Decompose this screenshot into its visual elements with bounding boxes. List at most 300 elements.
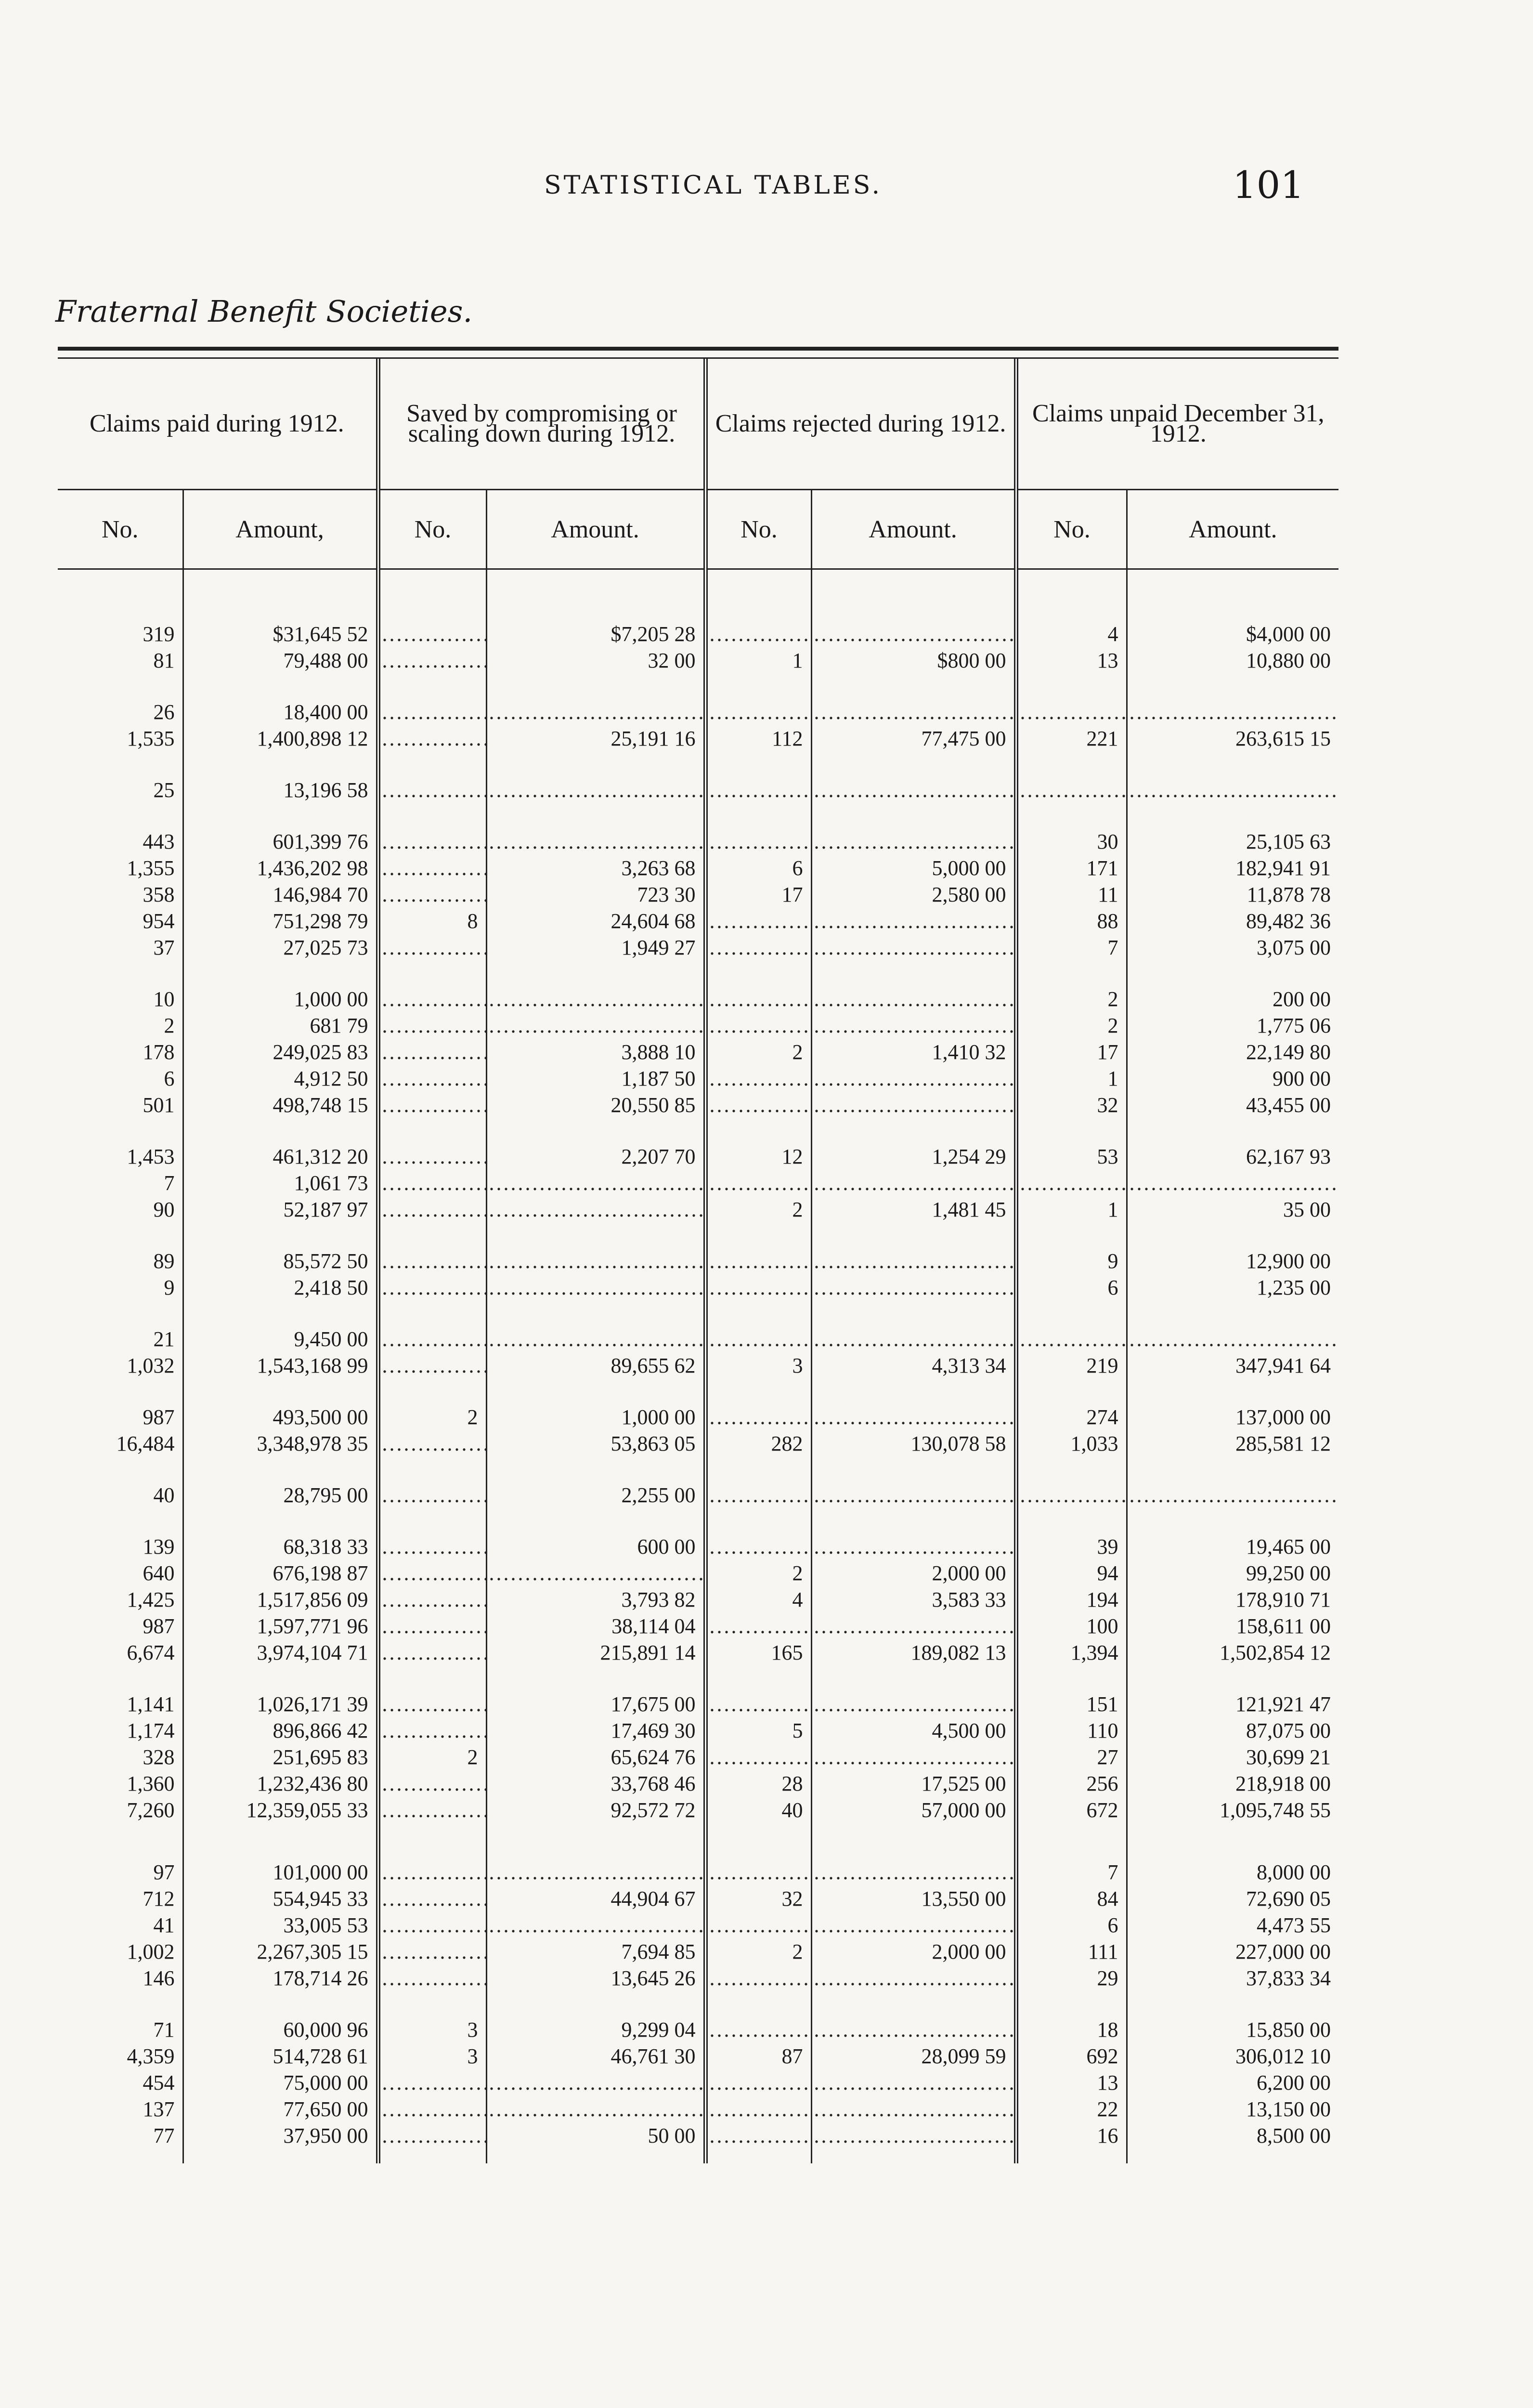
cell-number: 3: [705, 1352, 811, 1379]
table-row: [58, 1717, 1338, 1744]
cell-amount: [1127, 1170, 1338, 1196]
cell-number: 987: [143, 1405, 175, 1429]
spacer-cell: [486, 961, 705, 986]
spacer-cell: [183, 1666, 378, 1691]
cell-amount: 7,694 85: [486, 1938, 705, 1965]
table-row: [58, 647, 1338, 674]
cell-number: 21: [153, 1327, 175, 1351]
cell-amount: [811, 2096, 1016, 2122]
cell-amount: 4,473 55: [1127, 1912, 1338, 1938]
spacer-cell: [486, 1991, 705, 2016]
cell-amount: [811, 828, 1016, 855]
cell-amount: 896,866 42: [183, 1717, 378, 1744]
cell-number: [1016, 777, 1127, 803]
cell-number: [378, 647, 486, 674]
cell-number: [705, 1744, 811, 1770]
cell-number: 6: [1016, 1912, 1127, 1938]
cell-number: 9: [164, 1276, 175, 1299]
cell-amount: 263,615 15: [1127, 725, 1338, 752]
cell-amount: [811, 1326, 1016, 1352]
cell-amount: 18,400 00: [183, 699, 378, 725]
cell-number: 2: [1016, 986, 1127, 1012]
cell-amount: 285,581 12: [1127, 1430, 1338, 1457]
cell-number: [378, 934, 486, 961]
cell-amount: 9,450 00: [183, 1326, 378, 1352]
cell-number: 11: [1016, 881, 1127, 908]
table-row: [58, 1613, 1338, 1639]
cell-amount: 5,000 00: [811, 855, 1016, 881]
cell-number: 2: [1016, 1012, 1127, 1039]
cell-number: [378, 1352, 486, 1379]
cell-amount: 347,941 64: [1127, 1352, 1338, 1379]
spacer-cell: [183, 752, 378, 777]
table-row: [58, 986, 1338, 1012]
cell-number: [705, 1613, 811, 1639]
cell-number: 7: [1016, 934, 1127, 961]
cell-amount: 13,196 58: [183, 777, 378, 803]
cell-amount: 77,650 00: [183, 2096, 378, 2122]
cell-number: 454: [143, 2071, 175, 2094]
cell-amount: [1127, 699, 1338, 725]
table-row: [58, 1912, 1338, 1938]
cell-amount: [486, 1196, 705, 1223]
cell-number: [705, 1274, 811, 1301]
cell-number: [378, 1092, 486, 1118]
cell-number: 1,535: [127, 727, 175, 750]
cell-number: 7: [164, 1171, 175, 1195]
cell-amount: 89,482 36: [1127, 908, 1338, 934]
cell-number: 7: [1016, 1859, 1127, 1885]
spacer-cell: [486, 752, 705, 777]
table-row: [58, 1965, 1338, 1991]
cell-number: 81: [153, 649, 175, 672]
spacer-cell: [183, 674, 378, 699]
cell-amount: 87,075 00: [1127, 1717, 1338, 1744]
cell-number: 1: [1016, 1065, 1127, 1092]
cell-amount: 306,012 10: [1127, 2043, 1338, 2069]
cell-amount: $800 00: [811, 647, 1016, 674]
row-spacer: [58, 961, 1338, 986]
spacer-cell: [811, 1223, 1016, 1248]
cell-amount: 17,469 30: [486, 1717, 705, 1744]
cell-number: [378, 1586, 486, 1613]
cell-amount: 38,114 04: [486, 1613, 705, 1639]
cell-amount: [486, 1326, 705, 1352]
spacer-cell: [1127, 1508, 1338, 1533]
table-row: [58, 1482, 1338, 1508]
spacer-cell: [58, 674, 183, 699]
spacer-cell: [1016, 1457, 1127, 1482]
cell-amount: 72,690 05: [1127, 1885, 1338, 1912]
cell-amount: 1,410 32: [811, 1039, 1016, 1065]
cell-amount: 65,624 76: [486, 1744, 705, 1770]
cell-amount: 2,000 00: [811, 1938, 1016, 1965]
cell-number: 151: [1016, 1691, 1127, 1717]
cell-amount: 10,880 00: [1127, 647, 1338, 674]
spacer-cell: [58, 752, 183, 777]
cell-number: 712: [143, 1887, 175, 1911]
cell-number: [378, 1248, 486, 1274]
spacer-cell: [1016, 1666, 1127, 1691]
cell-number: 274: [1016, 1404, 1127, 1430]
cell-number: [378, 1012, 486, 1039]
spacer-cell: [1127, 1666, 1338, 1691]
cell-amount: 52,187 97: [183, 1196, 378, 1223]
cell-amount: 3,974,104 71: [183, 1639, 378, 1666]
spacer-cell: [1016, 961, 1127, 986]
cell-number: [378, 1912, 486, 1938]
cell-number: [705, 2122, 811, 2149]
cell-amount: [811, 777, 1016, 803]
table-row: [58, 1744, 1338, 1770]
cell-amount: 28,099 59: [811, 2043, 1016, 2069]
cell-amount: 37,833 34: [1127, 1965, 1338, 1991]
spacer-cell: [1016, 1508, 1127, 1533]
cell-number: [378, 855, 486, 881]
spacer-cell: [183, 1457, 378, 1482]
spacer-cell: [811, 1379, 1016, 1404]
cell-number: [378, 881, 486, 908]
cell-number: 53: [1016, 1143, 1127, 1170]
cell-amount: 146,984 70: [183, 881, 378, 908]
cell-number: [378, 1274, 486, 1301]
cell-number: 146: [143, 1966, 175, 1990]
spacer-cell: [705, 1991, 811, 2016]
spacer-cell: [1016, 1823, 1127, 1859]
group-saved-by-compromising: Saved by compromising or scaling down during 1912.: [378, 359, 705, 490]
cell-amount: 723 30: [486, 881, 705, 908]
cell-number: 30: [1016, 828, 1127, 855]
cell-number: [378, 1885, 486, 1912]
cell-number: [378, 1143, 486, 1170]
table-row: [58, 855, 1338, 881]
spacer-cell: [1127, 1457, 1338, 1482]
cell-amount: [486, 2069, 705, 2096]
spacer-cell: [486, 1457, 705, 1482]
table-row: [58, 2122, 1338, 2149]
cell-number: 501: [143, 1093, 175, 1117]
cell-number: [705, 908, 811, 934]
cell-amount: $4,000 00: [1127, 621, 1338, 647]
spacer-cell: [811, 1118, 1016, 1143]
cell-number: 28: [705, 1770, 811, 1797]
cell-amount: [811, 1092, 1016, 1118]
spacer-cell: [183, 1379, 378, 1404]
cell-amount: 681 79: [183, 1012, 378, 1039]
cell-number: [705, 986, 811, 1012]
cell-number: [705, 621, 811, 647]
group-claims-rejected: Claims rejected during 1912.: [705, 359, 1016, 490]
table-row: [58, 828, 1338, 855]
table-row: [58, 1170, 1338, 1196]
spacer-cell: [1127, 1223, 1338, 1248]
table-row: [58, 1885, 1338, 1912]
table-row: [58, 1639, 1338, 1666]
cell-number: [378, 725, 486, 752]
cell-number: 1: [1016, 1196, 1127, 1223]
cell-amount: 13,550 00: [811, 1885, 1016, 1912]
spacer-cell: [183, 1508, 378, 1533]
cell-number: 94: [1016, 1560, 1127, 1586]
spacer-cell: [378, 1991, 486, 2016]
cell-number: [705, 777, 811, 803]
table-row: [58, 1586, 1338, 1613]
cell-amount: [811, 621, 1016, 647]
cell-amount: 2,267,305 15: [183, 1938, 378, 1965]
spacer-cell: [1127, 1301, 1338, 1326]
cell-number: 39: [1016, 1533, 1127, 1560]
spacer-cell: [486, 1223, 705, 1248]
table-row: [58, 1039, 1338, 1065]
row-spacer: [58, 803, 1338, 828]
spacer-cell: [378, 674, 486, 699]
cell-number: [705, 2069, 811, 2096]
cell-number: 987: [143, 1614, 175, 1638]
spacer-cell: [486, 1823, 705, 1859]
claims-table-container: [58, 347, 1338, 2163]
cell-amount: 9,299 04: [486, 2016, 705, 2043]
cell-amount: 751,298 79: [183, 908, 378, 934]
cell-amount: 3,348,978 35: [183, 1430, 378, 1457]
spacer-cell: [183, 1991, 378, 2016]
table-row: [58, 934, 1338, 961]
spacer-cell: [58, 1508, 183, 1533]
table-row: [58, 1352, 1338, 1379]
cell-number: [378, 2069, 486, 2096]
cell-amount: 121,921 47: [1127, 1691, 1338, 1717]
cell-number: [378, 1039, 486, 1065]
cell-number: 3: [378, 2043, 486, 2069]
spacer-cell: [486, 2149, 705, 2163]
subhead-amount: Amount.: [1127, 490, 1338, 569]
cell-amount: 2,418 50: [183, 1274, 378, 1301]
row-spacer: [58, 1823, 1338, 1859]
cell-number: [378, 1797, 486, 1823]
page-subtitle: Fraternal Benefit Societies.: [55, 294, 473, 329]
table-row: [58, 881, 1338, 908]
cell-amount: 24,604 68: [486, 908, 705, 934]
cell-number: [378, 828, 486, 855]
table-row: [58, 1430, 1338, 1457]
cell-amount: [811, 699, 1016, 725]
cell-amount: 1,026,171 39: [183, 1691, 378, 1717]
spacer-cell: [378, 803, 486, 828]
cell-number: 5: [705, 1717, 811, 1744]
cell-amount: [811, 1065, 1016, 1092]
cell-number: 2: [164, 1014, 175, 1037]
spacer-cell: [1016, 1118, 1127, 1143]
table-row: [58, 2096, 1338, 2122]
cell-amount: [486, 699, 705, 725]
cell-number: 2: [705, 1560, 811, 1586]
subhead-amount: Amount,: [183, 490, 378, 569]
cell-amount: 25,191 16: [486, 725, 705, 752]
cell-number: 100: [1016, 1613, 1127, 1639]
cell-number: [1016, 699, 1127, 725]
spacer-cell: [486, 1118, 705, 1143]
cell-amount: [811, 2016, 1016, 2043]
table-row: [58, 1533, 1338, 1560]
cell-number: 32: [1016, 1092, 1127, 1118]
cell-amount: 4,912 50: [183, 1065, 378, 1092]
cell-amount: 900 00: [1127, 1065, 1338, 1092]
table-row: [58, 1065, 1338, 1092]
cell-number: 110: [1016, 1717, 1127, 1744]
spacer-cell: [705, 1379, 811, 1404]
cell-amount: [811, 1691, 1016, 1717]
cell-number: 256: [1016, 1770, 1127, 1797]
cell-amount: 17,525 00: [811, 1770, 1016, 1797]
spacer-cell: [705, 674, 811, 699]
spacer-cell: [1016, 1379, 1127, 1404]
table-body: [58, 569, 1338, 2164]
table-row: [58, 2043, 1338, 2069]
cell-number: 13: [1016, 2069, 1127, 2096]
cell-number: 87: [705, 2043, 811, 2069]
cell-number: [705, 1965, 811, 1991]
cell-amount: 249,025 83: [183, 1039, 378, 1065]
cell-number: [378, 1560, 486, 1586]
spacer-cell: [811, 1991, 1016, 2016]
cell-number: [378, 1170, 486, 1196]
spacer-cell: [1016, 1991, 1127, 2016]
cell-amount: 200 00: [1127, 986, 1338, 1012]
spacer-cell: [378, 1666, 486, 1691]
spacer-cell: [1016, 752, 1127, 777]
cell-number: 2: [378, 1404, 486, 1430]
table-row: [58, 1274, 1338, 1301]
cell-number: [705, 1326, 811, 1352]
cell-number: 16: [1016, 2122, 1127, 2149]
table-row: [58, 1797, 1338, 1823]
table-row: [58, 2016, 1338, 2043]
cell-number: [378, 1965, 486, 1991]
cell-amount: [486, 1170, 705, 1196]
cell-number: 25: [153, 778, 175, 802]
table-row: [58, 1404, 1338, 1430]
cell-amount: [811, 1248, 1016, 1274]
cell-amount: 32 00: [486, 647, 705, 674]
cell-amount: 8,500 00: [1127, 2122, 1338, 2149]
spacer-cell: [58, 1301, 183, 1326]
row-spacer: [58, 2149, 1338, 2163]
cell-number: 1,141: [127, 1692, 175, 1716]
cell-number: [378, 777, 486, 803]
table-row: [58, 621, 1338, 647]
spacer-cell: [58, 1823, 183, 1859]
cell-amount: 3,583 33: [811, 1586, 1016, 1613]
cell-amount: [811, 908, 1016, 934]
cell-number: 41: [153, 1913, 175, 1937]
cell-number: [705, 1170, 811, 1196]
cell-number: 17: [705, 881, 811, 908]
cell-amount: 3,888 10: [486, 1039, 705, 1065]
spacer-cell: [183, 2149, 378, 2163]
cell-number: 328: [143, 1745, 175, 1769]
cell-amount: 27,025 73: [183, 934, 378, 961]
cell-amount: 158,611 00: [1127, 1613, 1338, 1639]
row-spacer: [58, 569, 1338, 621]
cell-amount: 37,950 00: [183, 2122, 378, 2149]
cell-amount: 17,675 00: [486, 1691, 705, 1717]
cell-amount: [811, 1859, 1016, 1885]
cell-amount: [486, 777, 705, 803]
cell-number: [705, 2096, 811, 2122]
cell-number: 1,032: [127, 1354, 175, 1377]
row-spacer: [58, 1118, 1338, 1143]
cell-amount: 251,695 83: [183, 1744, 378, 1770]
cell-amount: 182,941 91: [1127, 855, 1338, 881]
spacer-cell: [183, 803, 378, 828]
subhead-no: No.: [58, 490, 183, 569]
cell-amount: 215,891 14: [486, 1639, 705, 1666]
spacer-cell: [705, 961, 811, 986]
spacer-cell: [58, 2149, 183, 2163]
cell-number: [378, 1938, 486, 1965]
cell-amount: 1,481 45: [811, 1196, 1016, 1223]
cell-number: 10: [153, 987, 175, 1011]
table-row: [58, 2069, 1338, 2096]
cell-number: 27: [1016, 1744, 1127, 1770]
cell-amount: 57,000 00: [811, 1797, 1016, 1823]
row-spacer: [58, 1666, 1338, 1691]
cell-amount: [811, 2122, 1016, 2149]
cell-amount: 28,795 00: [183, 1482, 378, 1508]
cell-number: [1016, 1482, 1127, 1508]
cell-number: [1016, 1326, 1127, 1352]
spacer-cell: [486, 1301, 705, 1326]
cell-number: 2: [705, 1196, 811, 1223]
row-spacer: [58, 1223, 1338, 1248]
cell-amount: 2,000 00: [811, 1560, 1016, 1586]
spacer-cell: [1016, 1223, 1127, 1248]
spacer-cell: [378, 1823, 486, 1859]
cell-number: 1,394: [1016, 1639, 1127, 1666]
spacer-cell: [378, 569, 486, 621]
cell-amount: [486, 1248, 705, 1274]
cell-number: [378, 1859, 486, 1885]
cell-amount: 22,149 80: [1127, 1039, 1338, 1065]
spacer-cell: [705, 1301, 811, 1326]
cell-amount: 53,863 05: [486, 1430, 705, 1457]
cell-amount: [811, 934, 1016, 961]
cell-number: [705, 828, 811, 855]
cell-amount: [486, 1012, 705, 1039]
claims-table: [58, 359, 1338, 2163]
cell-number: 139: [143, 1535, 175, 1558]
spacer-cell: [705, 1457, 811, 1482]
cell-amount: 19,465 00: [1127, 1533, 1338, 1560]
cell-number: 1: [705, 647, 811, 674]
cell-number: 692: [1016, 2043, 1127, 2069]
cell-number: [378, 1196, 486, 1223]
cell-amount: 101,000 00: [183, 1859, 378, 1885]
spacer-cell: [58, 1223, 183, 1248]
spacer-cell: [811, 1823, 1016, 1859]
spacer-cell: [486, 1379, 705, 1404]
cell-number: 165: [705, 1639, 811, 1666]
cell-number: 219: [1016, 1352, 1127, 1379]
table-row: [58, 1092, 1338, 1118]
spacer-cell: [183, 569, 378, 621]
cell-amount: 13,645 26: [486, 1965, 705, 1991]
spacer-cell: [378, 1223, 486, 1248]
cell-number: [378, 2096, 486, 2122]
spacer-cell: [1127, 1823, 1338, 1859]
group-claims-unpaid: Claims unpaid December 31, 1912.: [1016, 359, 1338, 490]
cell-amount: [811, 1274, 1016, 1301]
cell-number: [378, 1717, 486, 1744]
